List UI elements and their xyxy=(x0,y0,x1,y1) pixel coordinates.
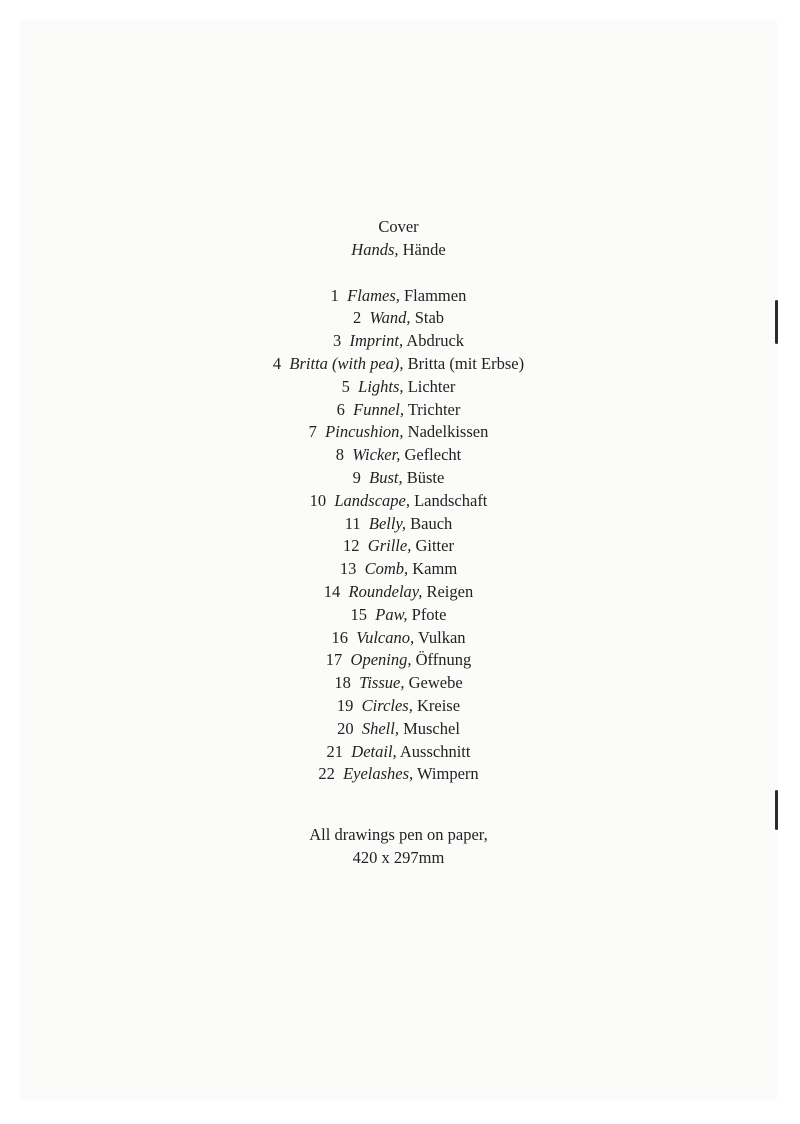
list-item xyxy=(20,490,777,513)
item-title-german: Gitter xyxy=(415,536,454,556)
item-title-german: Nadelkissen xyxy=(407,422,489,442)
item-title-english: Bust, xyxy=(369,467,403,487)
list-item xyxy=(20,353,777,376)
item-title-german: Kamm xyxy=(412,559,458,579)
item-title-english: Vulcano, xyxy=(356,627,415,647)
item-number: 6 xyxy=(336,399,345,419)
item-title-english: Belly, xyxy=(368,513,406,533)
list-item xyxy=(20,421,777,444)
item-title-german: Ausschnitt xyxy=(399,741,471,761)
item-title-german: Trichter xyxy=(407,399,461,419)
item-title-german: Kreise xyxy=(416,695,461,715)
list-of-works xyxy=(20,216,777,870)
list-item xyxy=(20,399,777,422)
item-title-english: Funnel, xyxy=(353,399,404,419)
item-title-german: Gewebe xyxy=(408,673,463,693)
item-title-english: Detail, xyxy=(351,741,397,761)
item-title-english: Shell, xyxy=(361,718,399,738)
medium-note: All drawings pen on paper, xyxy=(309,825,488,845)
cover-title-german: Hände xyxy=(402,239,446,259)
item-title-english: Tissue, xyxy=(359,673,405,693)
item-number: 2 xyxy=(352,308,362,328)
list-item xyxy=(20,285,777,308)
item-number: 16 xyxy=(331,627,348,647)
item-number: 20 xyxy=(337,718,354,738)
item-title-english: Grille, xyxy=(367,536,412,556)
item-title-german: Muschel xyxy=(403,718,460,738)
cover-title-english: Hands, xyxy=(351,239,399,259)
item-title-german: Flammen xyxy=(404,285,467,305)
list-item xyxy=(20,672,777,695)
list-item xyxy=(20,718,777,741)
item-title-english: Lights, xyxy=(358,376,404,396)
item-title-german: Pfote xyxy=(411,604,447,624)
item-title-german: Vulkan xyxy=(417,627,466,647)
item-number: 19 xyxy=(336,695,354,715)
item-title-german: Abdruck xyxy=(406,331,465,351)
item-number: 11 xyxy=(344,513,361,533)
item-number: 9 xyxy=(352,467,361,487)
item-title-english: Eyelashes, xyxy=(343,764,414,784)
item-number: 8 xyxy=(335,445,344,465)
item-title-german: Lichter xyxy=(407,376,456,396)
list-item xyxy=(20,627,777,650)
list-item xyxy=(20,649,777,672)
list-item xyxy=(20,695,777,718)
dimensions-note: 420 x 297mm xyxy=(352,847,445,867)
works-list xyxy=(20,285,777,787)
list-item xyxy=(20,513,777,536)
item-title-english: Flames, xyxy=(347,285,400,305)
item-title-english: Paw, xyxy=(375,604,408,624)
list-item xyxy=(20,467,777,490)
item-title-german: Reigen xyxy=(426,581,474,601)
item-number: 17 xyxy=(325,650,343,670)
item-title-english: Comb, xyxy=(364,559,409,579)
item-title-german: Britta (mit Erbse) xyxy=(407,353,525,373)
list-item xyxy=(20,741,777,764)
item-title-german: Wimpern xyxy=(417,764,479,784)
list-item xyxy=(20,581,777,604)
list-item xyxy=(20,763,777,786)
list-item xyxy=(20,376,777,399)
list-item xyxy=(20,330,777,353)
item-title-german: Geflecht xyxy=(404,445,462,465)
item-number: 15 xyxy=(350,604,368,624)
item-number: 1 xyxy=(330,285,339,305)
item-number: 12 xyxy=(343,536,360,556)
item-number: 5 xyxy=(341,376,350,396)
item-title-english: Roundelay, xyxy=(348,581,423,601)
item-number: 18 xyxy=(334,673,351,693)
item-title-english: Circles, xyxy=(361,695,413,715)
item-title-english: Pincushion, xyxy=(325,422,404,442)
item-title-english: Britta (with pea), xyxy=(289,353,404,373)
list-item xyxy=(20,444,777,467)
list-item xyxy=(20,307,777,330)
item-number: 4 xyxy=(272,353,282,373)
item-number: 22 xyxy=(318,764,335,784)
item-title-english: Imprint, xyxy=(349,331,404,351)
item-number: 3 xyxy=(332,331,342,351)
cover-heading: Cover xyxy=(378,217,419,236)
list-item xyxy=(20,558,777,581)
list-item xyxy=(20,535,777,558)
item-number: 21 xyxy=(326,741,344,761)
item-number: 7 xyxy=(308,422,317,442)
item-title-german: Büste xyxy=(406,467,445,487)
item-title-english: Wand, xyxy=(369,308,411,328)
item-number: 10 xyxy=(309,490,327,510)
item-title-english: Landscape, xyxy=(334,490,410,510)
item-title-german: Öffnung xyxy=(415,650,472,670)
item-number: 14 xyxy=(323,581,341,601)
item-title-english: Wicker, xyxy=(352,445,401,465)
item-title-english: Opening, xyxy=(350,650,412,670)
item-number: 13 xyxy=(339,559,357,579)
item-title-german: Bauch xyxy=(410,513,453,533)
item-title-german: Landschaft xyxy=(414,490,488,510)
list-item xyxy=(20,604,777,627)
item-title-german: Stab xyxy=(414,308,445,328)
cover-title xyxy=(20,239,777,262)
